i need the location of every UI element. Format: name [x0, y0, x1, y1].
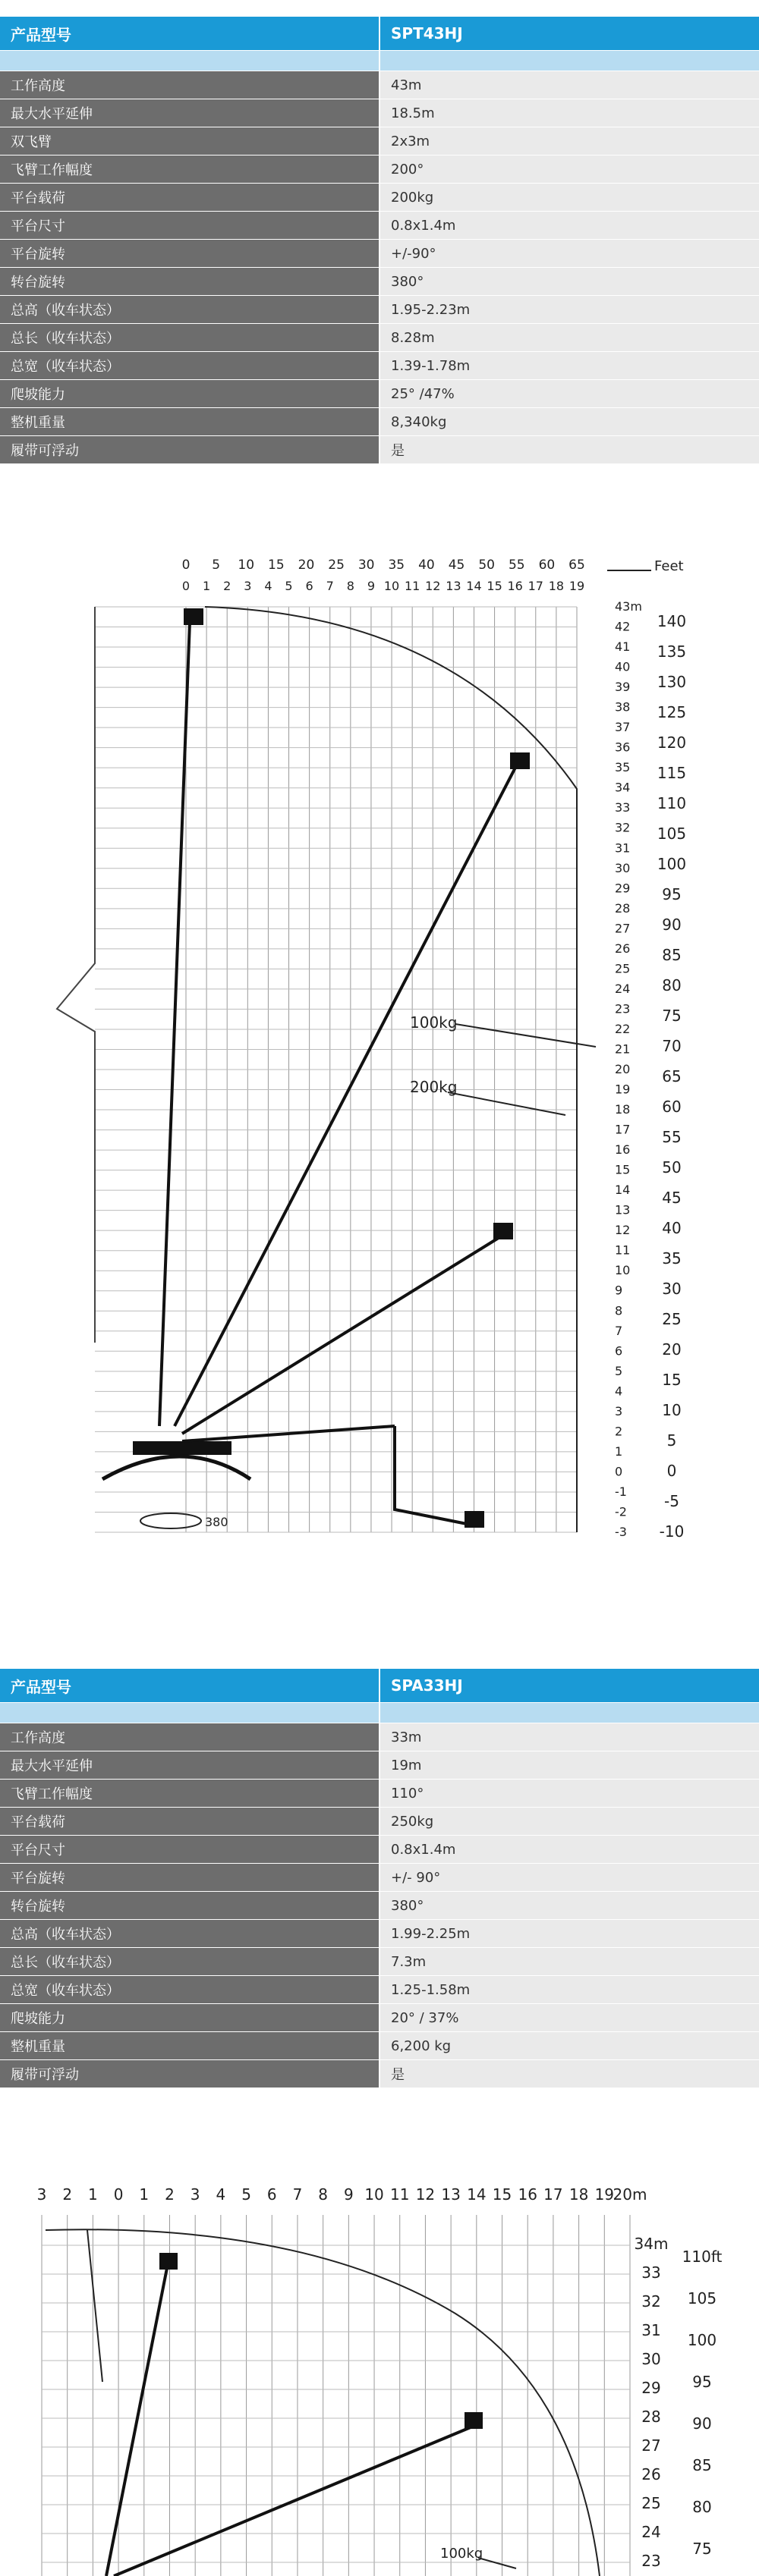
- feet-right-tick: 85: [662, 946, 682, 964]
- spec-value: 7.3m: [380, 1948, 759, 1976]
- spec-label: 整机重量: [0, 408, 380, 436]
- feet-right-tick: 35: [662, 1249, 682, 1268]
- spec-label: 爬坡能力: [0, 2004, 380, 2032]
- spec-label: 整机重量: [0, 2032, 380, 2060]
- feet-right-tick: 105: [687, 2289, 717, 2307]
- feet-axis-label: Feet: [654, 558, 684, 574]
- rotation-label: 380: [205, 1515, 228, 1529]
- meter-right-tick: 39: [615, 680, 631, 695]
- meter-top-tick: 11: [390, 2185, 410, 2204]
- meter-right-tick: 16: [615, 1142, 631, 1158]
- spec-value: 19m: [380, 1751, 759, 1780]
- spec-value: +/- 90°: [380, 1864, 759, 1892]
- spec-value: 20° / 37%: [380, 2004, 759, 2032]
- feet-right-tick: 105: [657, 825, 687, 843]
- meter-top-tick: 12: [425, 579, 441, 593]
- spec-label: 平台载荷: [0, 1808, 380, 1836]
- spec-label: 总高（收车状态）: [0, 296, 380, 324]
- load-label-200kg: 200kg: [410, 1078, 458, 1096]
- meter-top-tick: 4: [216, 2185, 226, 2204]
- feet-right-tick: 90: [692, 2414, 712, 2433]
- feet-right-tick: 75: [692, 2540, 712, 2558]
- meter-top-tick: 13: [446, 579, 461, 593]
- spec-value: 1.95-2.23m: [380, 296, 759, 324]
- feet-right-tick: 60: [662, 1098, 682, 1116]
- header-label: 产品型号: [0, 17, 380, 51]
- feet-top-tick: 10: [238, 558, 255, 573]
- spec-row: [0, 184, 759, 212]
- meter-top-tick: 2: [223, 579, 231, 593]
- spec-label: 飞臂工作幅度: [0, 156, 380, 184]
- meter-right-tick: 30: [615, 860, 631, 875]
- meter-right-tick: 41: [615, 639, 631, 655]
- spec-row: [0, 99, 759, 127]
- spec-row: [0, 2060, 759, 2088]
- meter-top-tick: 0: [113, 2185, 124, 2204]
- feet-right-tick: 135: [657, 642, 687, 661]
- feet-right-tick: 55: [662, 1128, 682, 1146]
- working-envelope: [46, 2229, 600, 2576]
- spec-label: 最大水平延伸: [0, 99, 380, 127]
- spec-row: [0, 1780, 759, 1808]
- meter-right-tick: 3: [615, 1403, 623, 1418]
- meter-right-tick: 28: [641, 2408, 661, 2426]
- meter-right-tick: 36: [615, 740, 631, 755]
- meter-right-tick: 31: [641, 2321, 661, 2339]
- spec-value: 2x3m: [380, 127, 759, 156]
- feet-right-tick: 25: [662, 1310, 682, 1328]
- meter-top-tick: 18: [568, 2185, 589, 2204]
- meter-right-tick: 32: [641, 2292, 661, 2311]
- meter-top-tick: 13: [441, 2185, 461, 2204]
- spec-row: [0, 2004, 759, 2032]
- meter-top-tick: 14: [466, 579, 482, 593]
- spec-label: 最大水平延伸: [0, 1751, 380, 1780]
- feet-top-tick: 65: [568, 558, 585, 573]
- feet-top-tick: 35: [388, 558, 405, 573]
- feet-right-tick: 45: [662, 1189, 682, 1207]
- spec-row: [0, 324, 759, 352]
- meter-right-tick: 22: [615, 1021, 631, 1036]
- meter-top-tick: 11: [404, 579, 420, 593]
- table-header-row: [0, 17, 759, 51]
- meter-top-tick: 17: [528, 579, 543, 593]
- feet-top-tick: 25: [328, 558, 345, 573]
- meter-top-tick: 19: [568, 579, 585, 593]
- feet-right-tick: 95: [692, 2373, 712, 2391]
- meter-right-tick: 21: [615, 1041, 631, 1057]
- meter-right-tick: 12: [615, 1223, 631, 1238]
- meter-top-tick: 15: [487, 579, 502, 593]
- spec-value: 380°: [380, 1892, 759, 1920]
- spec-row: [0, 296, 759, 324]
- spec-row: [0, 1948, 759, 1976]
- meter-right-tick: 23: [641, 2552, 661, 2570]
- meter-right-tick: 29: [641, 2379, 661, 2397]
- spec-label: 平台尺寸: [0, 1836, 380, 1864]
- feet-right-tick: 70: [662, 1037, 682, 1055]
- meter-top-tick: 9: [343, 2185, 354, 2204]
- spec-table-spt43hj: [0, 17, 759, 464]
- meter-top-tick: 7: [326, 579, 334, 593]
- table-subheader-row: [0, 1703, 759, 1723]
- meter-top-tick: 9: [367, 579, 376, 593]
- feet-top-tick: 45: [448, 558, 465, 573]
- feet-top-tick: 0: [181, 558, 191, 573]
- meter-right-tick: 42: [615, 619, 631, 634]
- feet-right-tick: 0: [666, 1462, 677, 1480]
- feet-top-tick: 5: [212, 558, 221, 573]
- meter-right-tick: 25: [641, 2494, 661, 2512]
- spec-row: [0, 71, 759, 99]
- feet-right-tick: 125: [657, 703, 687, 721]
- meter-right-tick: 9: [615, 1283, 623, 1298]
- meter-right-tick: -3: [615, 1525, 627, 1539]
- feet-right-tick: 130: [657, 673, 687, 691]
- spec-row: [0, 408, 759, 436]
- spec-row: [0, 436, 759, 464]
- meter-top-tick: 10: [364, 2185, 384, 2204]
- table-header-row: [0, 1669, 759, 1703]
- feet-right-tick: 140: [657, 612, 687, 630]
- feet-right-tick: 120: [657, 734, 687, 752]
- meter-right-tick: 26: [615, 941, 631, 956]
- spec-row: [0, 240, 759, 268]
- load-label-100kg: 100kg: [440, 2546, 483, 2562]
- table-subheader-row: [0, 51, 759, 71]
- feet-right-tick: 65: [662, 1067, 682, 1085]
- load-lines: [410, 1013, 596, 1115]
- meter-right-tick: 31: [615, 840, 631, 856]
- spec-row: [0, 1864, 759, 1892]
- meter-right-tick: 23: [615, 1001, 631, 1016]
- spec-value: +/-90°: [380, 240, 759, 268]
- feet-right-tick: -10: [659, 1522, 685, 1541]
- meter-right-tick: 38: [615, 699, 631, 715]
- meter-top-tick: 18: [548, 579, 565, 593]
- spec-row: [0, 1920, 759, 1948]
- spec-value: 380°: [380, 268, 759, 296]
- spec-value: 是: [380, 436, 759, 464]
- boom-positions: [159, 622, 516, 1525]
- meter-top-tick: 6: [266, 2185, 277, 2204]
- spec-value: 1.99-2.25m: [380, 1920, 759, 1948]
- meter-top-tick: 5: [285, 579, 293, 593]
- meter-top-tick: 3: [36, 2185, 47, 2204]
- meter-top-tick: 16: [507, 579, 523, 593]
- meter-right-tick: 20: [615, 1062, 631, 1076]
- meter-top-tick: 4: [264, 579, 272, 593]
- spec-value: 0.8x1.4m: [380, 1836, 759, 1864]
- meter-top-tick: 1: [203, 579, 211, 593]
- meter-top-tick: 15: [492, 2185, 512, 2204]
- meter-top-tick: 8: [346, 579, 354, 593]
- spec-label: 平台尺寸: [0, 212, 380, 240]
- spec-label: 总长（收车状态）: [0, 324, 380, 352]
- spec-row: [0, 1751, 759, 1780]
- meter-right-tick: 10: [615, 1263, 631, 1278]
- meter-right-tick: 15: [615, 1162, 631, 1177]
- meter-right-tick: 5: [615, 1363, 623, 1378]
- spec-table-spa33hj: [0, 1669, 759, 2088]
- spec-label: 爬坡能力: [0, 380, 380, 408]
- platform-baskets: [159, 2253, 483, 2429]
- meter-top-tick: 1: [88, 2185, 98, 2204]
- meter-right-tick: 8: [615, 1303, 623, 1318]
- feet-right-tick: 115: [657, 764, 687, 782]
- meter-right-tick: 18: [615, 1102, 631, 1117]
- spec-value: 是: [380, 2060, 759, 2088]
- meter-right-tick: 34m: [634, 2235, 669, 2253]
- feet-right-tick: 100: [657, 855, 687, 873]
- meter-top-tick: 3: [244, 579, 252, 593]
- meter-top-tick: 0: [181, 579, 191, 593]
- meter-right-tick: 0: [615, 1464, 623, 1479]
- spec-row: [0, 156, 759, 184]
- meter-right-tick: 7: [615, 1323, 623, 1338]
- meter-right-tick: 24: [641, 2523, 661, 2541]
- spec-label: 平台旋转: [0, 240, 380, 268]
- meter-right-tick: 26: [641, 2465, 661, 2483]
- spec-row: [0, 268, 759, 296]
- meter-right-tick: 37: [615, 720, 631, 735]
- meter-top-tick: 17: [543, 2185, 563, 2204]
- meter-top-tick: 8: [318, 2185, 329, 2204]
- meter-right-tick: 33: [615, 800, 631, 815]
- header-label: 产品型号: [0, 1669, 380, 1703]
- meter-top-tick: 6: [305, 579, 313, 593]
- meter-top-tick: 19: [594, 2185, 615, 2204]
- spec-row: [0, 1808, 759, 1836]
- working-range-chart-spa33hj: [0, 2139, 759, 2576]
- feet-top-tick: 40: [418, 558, 435, 573]
- meter-top-tick: 12: [415, 2185, 436, 2204]
- feet-right-tick: 50: [662, 1158, 682, 1176]
- feet-right-tick: 80: [692, 2498, 712, 2516]
- spec-value: 1.25-1.58m: [380, 1976, 759, 2004]
- spec-label: 总宽（收车状态）: [0, 1976, 380, 2004]
- header-model: SPT43HJ: [380, 17, 759, 51]
- meter-right-tick: 43m: [615, 599, 642, 614]
- spec-row: [0, 1836, 759, 1864]
- feet-top-tick: 55: [508, 558, 525, 573]
- meter-top-tick: 10: [383, 579, 400, 593]
- spec-row: [0, 1892, 759, 1920]
- meter-right-tick: -1: [615, 1484, 627, 1499]
- spec-value: 6,200 kg: [380, 2032, 759, 2060]
- spec-value: 110°: [380, 1780, 759, 1808]
- feet-right-tick: 30: [662, 1280, 682, 1298]
- header-model: SPA33HJ: [380, 1669, 759, 1703]
- spec-row: [0, 380, 759, 408]
- feet-top-tick: 15: [268, 558, 285, 573]
- meter-top-tick: 16: [518, 2185, 537, 2204]
- spec-value: 8.28m: [380, 324, 759, 352]
- feet-right-tick: 95: [662, 885, 682, 903]
- spec-label: 转台旋转: [0, 1892, 380, 1920]
- spec-value: 200°: [380, 156, 759, 184]
- meter-top-tick: 2: [62, 2185, 73, 2204]
- spec-label: 履带可浮动: [0, 2060, 380, 2088]
- feet-right-tick: -5: [664, 1492, 679, 1510]
- spec-label: 转台旋转: [0, 268, 380, 296]
- meter-right-tick: 4: [615, 1384, 623, 1399]
- spec-label: 总宽（收车状态）: [0, 352, 380, 380]
- spec-label: 工作高度: [0, 71, 380, 99]
- feet-right-tick: 80: [662, 976, 682, 994]
- feet-right-tick: 5: [666, 1431, 677, 1450]
- meter-top-tick: 2: [165, 2185, 175, 2204]
- working-range-chart-spt43hj: [0, 546, 759, 1608]
- spec-value: 18.5m: [380, 99, 759, 127]
- feet-right-tick: 110ft: [682, 2248, 723, 2266]
- spec-value: 0.8x1.4m: [380, 212, 759, 240]
- feet-top-tick: 50: [478, 558, 495, 573]
- feet-top-tick: 20: [298, 558, 315, 573]
- meter-top-tick: 3: [190, 2185, 200, 2204]
- feet-top-tick: 60: [538, 558, 556, 573]
- meter-right-tick: 29: [615, 881, 631, 896]
- meter-right-tick: 2: [615, 1424, 623, 1439]
- spec-value: 1.39-1.78m: [380, 352, 759, 380]
- meter-right-tick: 19: [615, 1082, 631, 1097]
- meter-right-tick: 28: [615, 900, 631, 916]
- load-label-100kg: 100kg: [410, 1013, 458, 1032]
- spec-label: 总高（收车状态）: [0, 1920, 380, 1948]
- spec-label: 双飞臂: [0, 127, 380, 156]
- spec-label: 飞臂工作幅度: [0, 1780, 380, 1808]
- spec-label: 总长（收车状态）: [0, 1948, 380, 1976]
- ground-profile: [87, 2230, 102, 2382]
- feet-right-tick: 40: [662, 1219, 682, 1237]
- ground-profile: [57, 607, 95, 1343]
- meter-right-tick: 27: [641, 2436, 661, 2455]
- meter-right-tick: 13: [615, 1202, 631, 1217]
- meter-right-tick: 27: [615, 921, 631, 936]
- meter-right-tick: 30: [641, 2350, 661, 2368]
- spec-row: [0, 1723, 759, 1751]
- meter-top-tick: 14: [467, 2185, 487, 2204]
- feet-right-tick: 10: [662, 1401, 682, 1419]
- meter-right-tick: 6: [615, 1343, 623, 1359]
- spec-label: 工作高度: [0, 1723, 380, 1751]
- meter-top-tick: 5: [241, 2185, 251, 2204]
- spec-value: 33m: [380, 1723, 759, 1751]
- meter-top-tick: 1: [139, 2185, 150, 2204]
- feet-right-tick: 110: [657, 794, 687, 812]
- meter-top-tick: 7: [292, 2185, 303, 2204]
- spec-row: [0, 2032, 759, 2060]
- meter-right-tick: 14: [615, 1183, 631, 1198]
- meter-right-tick: 34: [615, 780, 631, 795]
- boom-positions: [106, 2268, 471, 2576]
- feet-right-tick: 90: [662, 916, 682, 934]
- meter-right-tick: 35: [615, 760, 631, 775]
- meter-right-tick: 17: [615, 1122, 631, 1137]
- spec-row: [0, 352, 759, 380]
- meter-right-tick: 33: [641, 2263, 661, 2282]
- feet-right-tick: 20: [662, 1340, 682, 1359]
- meter-top-tick: 20m: [613, 2185, 647, 2204]
- meter-right-tick: 25: [615, 961, 631, 976]
- spec-value: 200kg: [380, 184, 759, 212]
- meter-right-tick: 24: [615, 981, 631, 996]
- spec-value: 8,340kg: [380, 408, 759, 436]
- meter-right-tick: 40: [615, 659, 631, 674]
- spec-label: 履带可浮动: [0, 436, 380, 464]
- machine-base: [102, 1441, 250, 1529]
- spec-row: [0, 127, 759, 156]
- chart-tick-labels: [37, 2185, 723, 2570]
- spec-value: 43m: [380, 71, 759, 99]
- meter-right-tick: 11: [615, 1242, 631, 1258]
- meter-right-tick: 32: [615, 820, 631, 835]
- feet-right-tick: 15: [662, 1371, 682, 1389]
- chart-grid: [95, 607, 577, 1532]
- platform-baskets: [184, 608, 530, 1528]
- spec-row: [0, 212, 759, 240]
- spec-label: 平台旋转: [0, 1864, 380, 1892]
- spec-value: 250kg: [380, 1808, 759, 1836]
- chart-grid: [42, 2215, 630, 2576]
- feet-top-tick: 30: [357, 558, 375, 573]
- meter-right-tick: -2: [615, 1504, 627, 1519]
- feet-right-tick: 85: [692, 2456, 712, 2474]
- spec-row: [0, 1976, 759, 2004]
- feet-right-tick: 75: [662, 1007, 682, 1025]
- feet-right-tick: 100: [687, 2331, 717, 2349]
- spec-label: 平台载荷: [0, 184, 380, 212]
- spec-value: 25° /47%: [380, 380, 759, 408]
- meter-right-tick: 1: [615, 1444, 623, 1459]
